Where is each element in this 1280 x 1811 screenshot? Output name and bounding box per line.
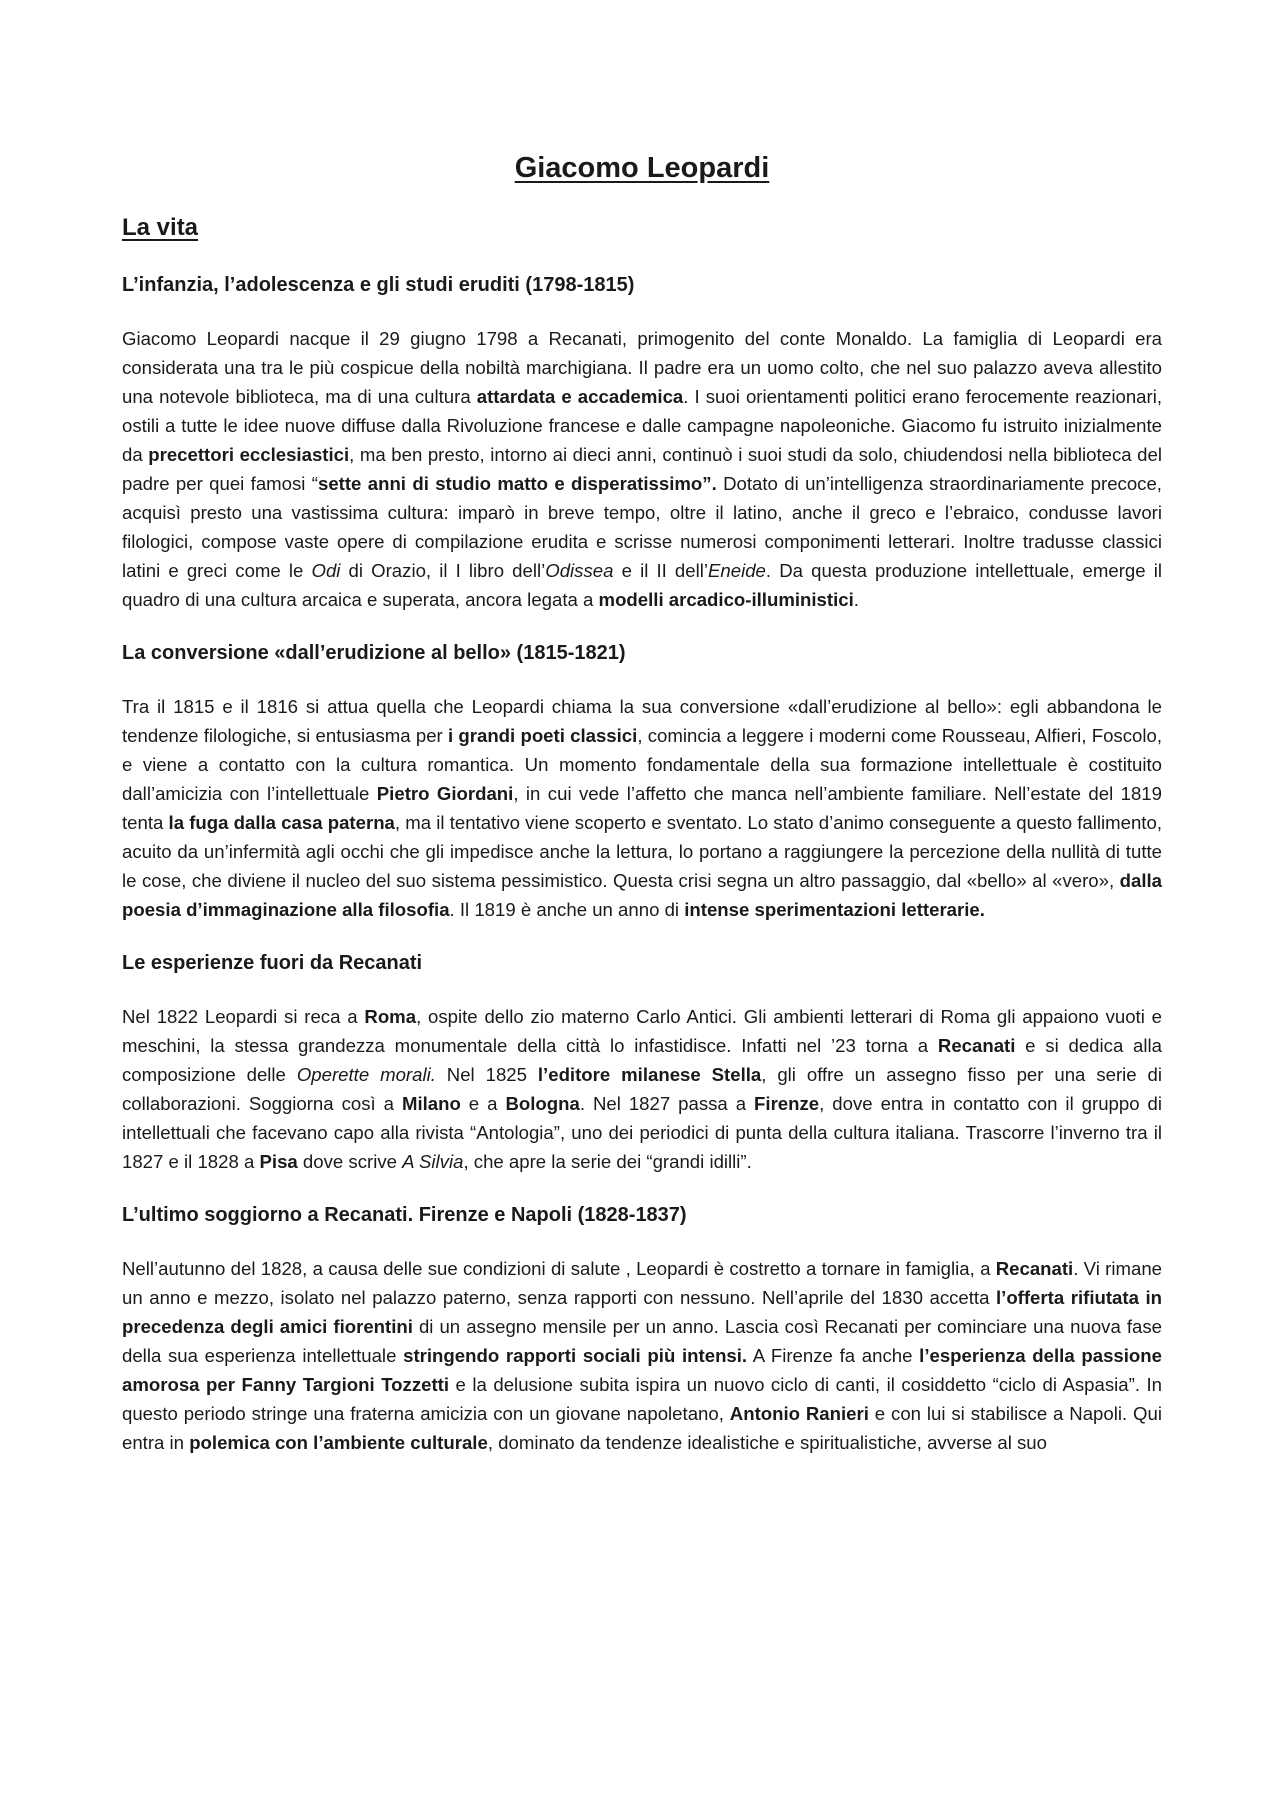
text-run: , ma il tentativo viene scoperto e sventato. Lo stato d’animo conseguente a questo fallimento, acuito da un’infermità agli occhi che gli impedisce anche la lettura, lo portano a raggiungere la percezione della nullità di tutte le cose, che diviene il nucleo del suo sistema pessimistico. Questa crisi segna un altro passaggio, dal «bello» al «vero», (122, 812, 1162, 892)
bold-text: intense sperimentazioni letterarie. (684, 899, 985, 921)
bold-text: l’offerta rifiutata in precedenza degli amici fiorentini (122, 1287, 1162, 1338)
bold-text: l’esperienza della passione amorosa per Fanny Targioni Tozzetti (122, 1345, 1162, 1396)
italic-text: Operette morali. (296, 1064, 436, 1086)
bold-text: Firenze (754, 1093, 820, 1115)
bold-text: Pietro Giordani (376, 783, 514, 805)
bold-text: modelli arcadico-illuministici (598, 589, 854, 611)
text-run: dove scrive (297, 1151, 403, 1173)
bold-text: polemica con l’ambiente culturale (189, 1432, 488, 1454)
text-run: , dominato da tendenze idealistiche e spiritualistiche, avverse al suo (487, 1432, 1047, 1454)
bold-text: Antonio Ranieri (729, 1403, 869, 1425)
document-title: Giacomo Leopardi (514, 152, 770, 184)
section-heading: L’infanzia, l’adolescenza e gli studi eruditi (1798-1815) (122, 274, 635, 297)
text-run: . I suoi orientamenti politici erano ferocemente reazionari, ostili a tutte le idee nuove diffuse dalla Rivoluzione francese e dalle campagne napoleoniche. Giacomo fu istruito inizialmente da (122, 386, 1162, 466)
text-run: di un assegno mensile per un anno. Lascia così Recanati per cominciare una nuova fase della sua esperienza intellettuale (122, 1316, 1162, 1367)
section-paragraph (122, 324, 1162, 614)
text-run: e la delusione subita ispira un nuovo ciclo di canti, il cosiddetto “ciclo di Aspasia”. In questo periodo stringe una fraterna amicizia con un giovane napoletano, (122, 1374, 1163, 1425)
bold-text: Bologna (505, 1093, 580, 1115)
italic-text: Eneide (708, 560, 766, 582)
text-run: , dove entra in contatto con il gruppo di intellettuali che facevano capo alla rivista “Antologia”, uno dei periodici di punta della cultura italiana. Trascorre l’inverno tra il 1827 e il 1828 a (122, 1093, 1163, 1173)
bold-text: Roma (364, 1006, 417, 1028)
text-run: , comincia a leggere i moderni come Rousseau, Alfieri, Foscolo, e viene a contatto con la cultura romantica. Un momento fondamentale della sua formazione intellettuale è costituito dall’amicizia con l’intellettuale (122, 725, 1162, 805)
text-run: , ospite dello zio materno Carlo Antici. Gli ambienti letterari di Roma gli appaiono vuoti e meschini, la stessa grandezza monumentale della città lo infastidisce. Infatti nel ’23 torna a (122, 1006, 1162, 1057)
text-run: e a (460, 1093, 506, 1115)
text-run: Nell’autunno del 1828, a causa delle sue condizioni di salute , Leopardi è costretto a tornare in famiglia, a (122, 1258, 996, 1280)
bold-text: Recanati (995, 1258, 1074, 1280)
section-heading: L’ultimo soggiorno a Recanati. Firenze e Napoli (1828-1837) (122, 1204, 687, 1227)
bold-text: Pisa (259, 1151, 298, 1173)
italic-text: Odissea (545, 560, 614, 582)
part-heading: La vita (122, 213, 199, 241)
bold-text: Recanati (937, 1035, 1016, 1057)
text-run: A Firenze fa anche (747, 1345, 920, 1367)
bold-text: l’editore milanese Stella (537, 1064, 762, 1086)
section-heading: Le esperienze fuori da Recanati (122, 952, 423, 975)
text-run: , ma ben presto, intorno ai dieci anni, continuò i suoi studi da solo, chiudendosi nella biblioteca del padre per quei famosi “ (122, 444, 1162, 495)
bold-text: stringendo rapporti sociali più intensi. (403, 1345, 748, 1367)
italic-text: A Silvia (402, 1151, 464, 1173)
text-run: Nel 1825 (435, 1064, 538, 1086)
text-run: , gli offre un assegno fisso per una serie di collaborazioni. Soggiorna così a (122, 1064, 1163, 1115)
text-run: e il II dell’ (613, 560, 708, 582)
bold-text: la fuga dalla casa paterna (168, 812, 395, 834)
section-paragraph (122, 692, 1162, 924)
text-run: e con lui si stabilisce a Napoli. Qui entra in (122, 1403, 1162, 1454)
text-run: . Il 1819 è anche un anno di (449, 899, 685, 921)
text-run: . Vi rimane un anno e mezzo, isolato nel palazzo paterno, senza rapporti con nessuno. Nell’aprile del 1830 accetta (122, 1258, 1162, 1309)
section-paragraph (122, 1002, 1162, 1176)
text-run: Dotato di un’intelligenza straordinariamente precoce, acquisì presto una vastissima cultura: imparò in breve tempo, oltre il latino, anche il greco e l’ebraico, condusse lavori filologici, compose vaste opere di compilazione erudita e scrisse numerosi componimenti letterari. Inoltre tradusse classici latini e greci come le (122, 473, 1162, 582)
bold-text: Milano (401, 1093, 461, 1115)
bold-text: i grandi poeti classici (447, 725, 638, 747)
text-run: Tra il 1815 e il 1816 si attua quella che Leopardi chiama la sua conversione «dall’erudizione al bello»: egli abbandona le tendenze filologiche, si entusiasma per (122, 696, 1162, 747)
text-run: , in cui vede l’affetto che manca nell’ambiente familiare. Nell’estate del 1819 tenta (122, 783, 1162, 834)
text-run: Giacomo Leopardi nacque il 29 giugno 1798 a Recanati, primogenito del conte Monaldo. La famiglia di Leopardi era considerata una tra le più cospicue della nobiltà marchigiana. Il padre era un uomo colto, che nel suo palazzo aveva allestito una notevole biblioteca, ma di una cultura (122, 328, 1162, 408)
text-run: Nel 1822 Leopardi si reca a (122, 1006, 365, 1028)
text-run: , che apre la serie dei “grandi idilli”. (463, 1151, 752, 1173)
text-run: . (853, 589, 859, 611)
italic-text: Odi (311, 560, 341, 582)
bold-text: sette anni di studio matto e disperatissimo”. (317, 473, 717, 495)
text-run: . Da questa produzione intellettuale, emerge il quadro di una cultura arcaica e superata, ancora legata a (122, 560, 1162, 611)
bold-text: dalla poesia d’immaginazione alla filosofia (122, 870, 1162, 921)
text-run: e si dedica alla composizione delle (122, 1035, 1163, 1086)
bold-text: precettori ecclesiastici (148, 444, 350, 466)
document-content (122, 150, 1162, 1457)
bold-text: attardata e accademica (476, 386, 684, 408)
text-run: . Nel 1827 passa a (579, 1093, 755, 1115)
section-heading: La conversione «dall’erudizione al bello» (1815-1821) (122, 642, 626, 665)
section-paragraph (122, 1254, 1162, 1457)
text-run: di Orazio, il I libro dell’ (340, 560, 546, 582)
